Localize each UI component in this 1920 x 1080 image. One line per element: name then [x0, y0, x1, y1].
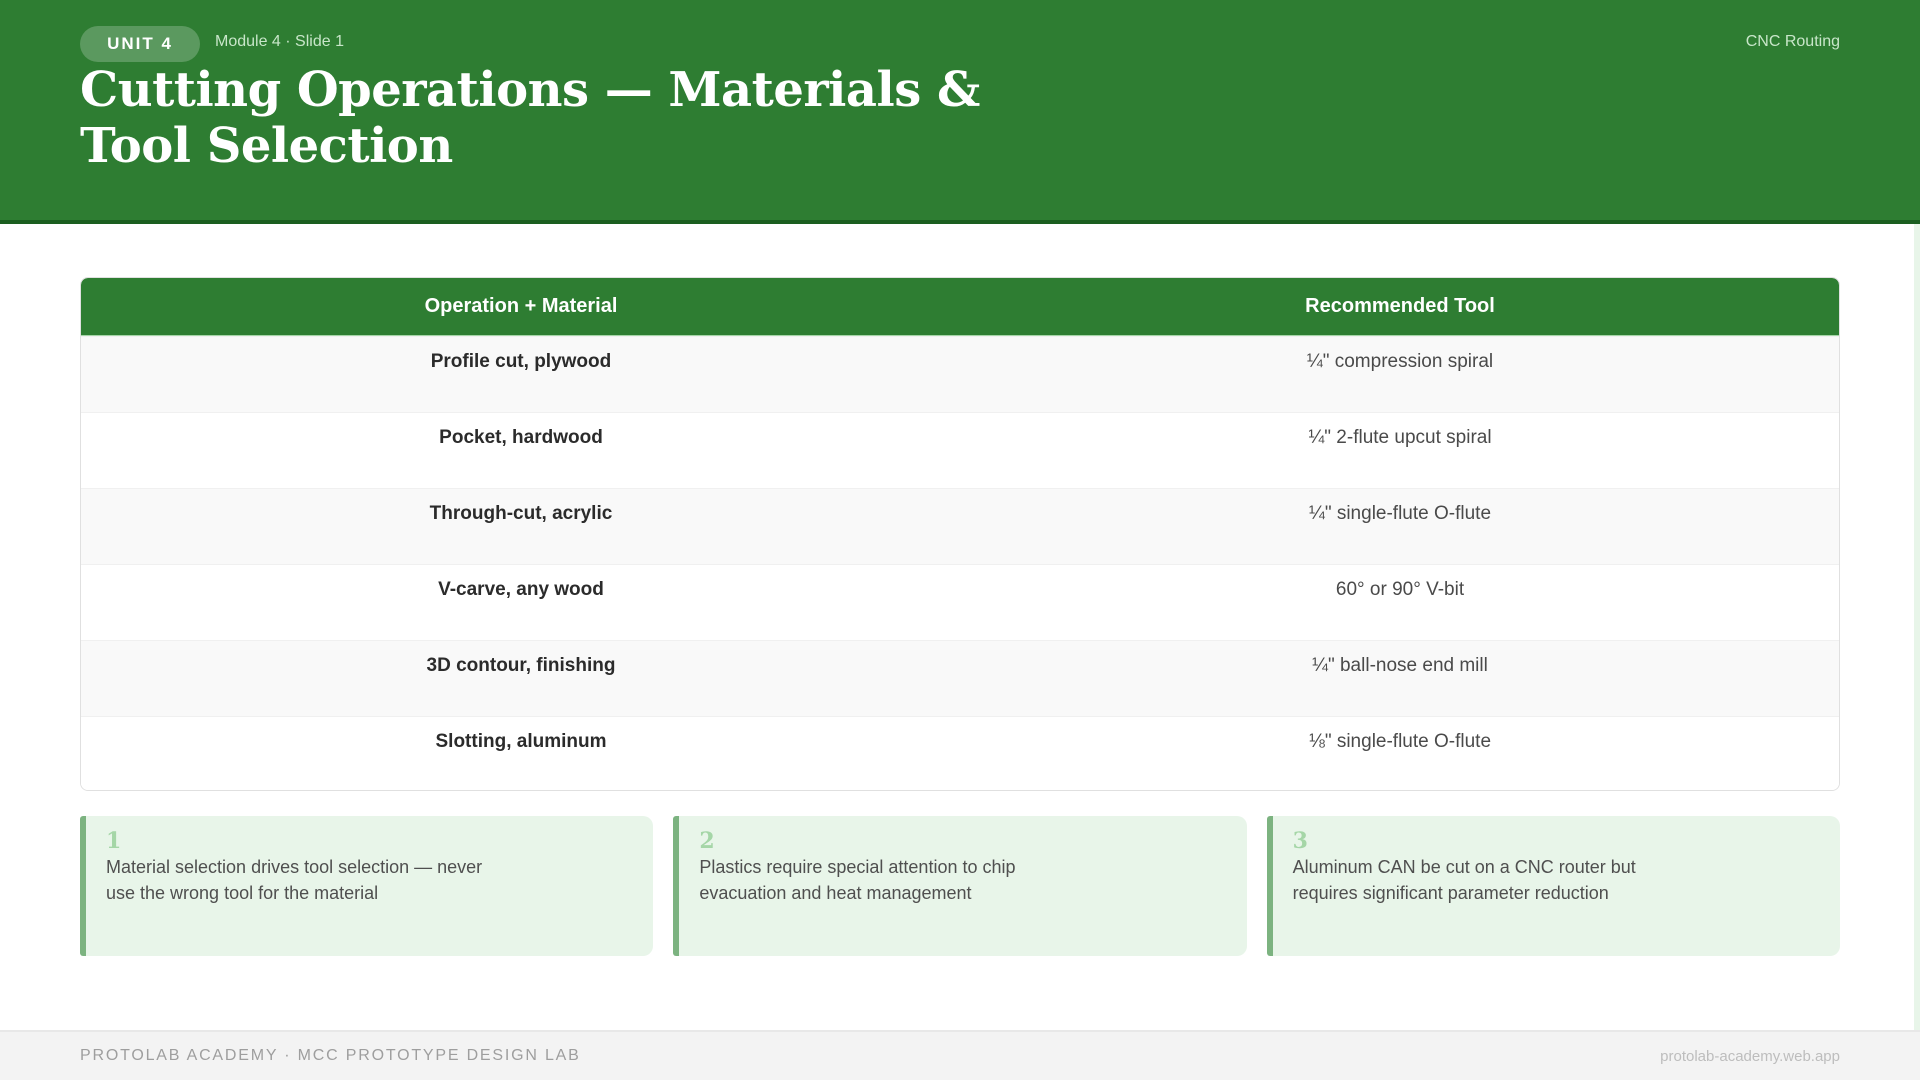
tool-cell: ¼" single-flute O-flute: [1308, 503, 1492, 524]
table-row: [81, 488, 1839, 564]
operation-cell: Pocket, hardwood: [439, 427, 603, 448]
column-header-tool: Recommended Tool: [1305, 295, 1495, 317]
note-card: [80, 816, 653, 956]
table-row: [81, 412, 1839, 488]
note-number: 2: [699, 828, 715, 854]
breadcrumb: Module 4 · Slide 1: [215, 33, 344, 50]
unit-badge: UNIT 4: [80, 26, 200, 62]
page-title: Cutting Operations — Materials & Tool Selection: [80, 62, 980, 174]
table-header: [81, 278, 1839, 336]
key-notes: [80, 816, 1840, 956]
operation-cell: Through-cut, acrylic: [429, 503, 613, 524]
note-text: Material selection drives tool selection — never use the wrong tool for the material: [106, 857, 483, 903]
column-header-operation: Operation + Material: [424, 295, 618, 317]
note-card: [673, 816, 1246, 956]
operation-cell: V-carve, any wood: [438, 579, 604, 600]
operation-cell: 3D contour, finishing: [426, 655, 616, 676]
table-row: [81, 640, 1839, 716]
table-row: [81, 716, 1839, 791]
note-text: Plastics require special attention to chip evacuation and heat management: [699, 857, 1016, 903]
tool-selection-table: [80, 277, 1840, 791]
topic-label: CNC Routing: [1745, 33, 1840, 50]
operation-cell: Slotting, aluminum: [435, 731, 607, 752]
note-text: Aluminum CAN be cut on a CNC router but requires significant parameter reduction: [1292, 857, 1636, 903]
table-row: [81, 336, 1839, 412]
note-number: 3: [1292, 828, 1308, 854]
tool-cell: ¼" compression spiral: [1306, 351, 1494, 372]
tool-cell: ⅛" single-flute O-flute: [1308, 731, 1492, 752]
operation-cell: Profile cut, plywood: [430, 351, 612, 372]
tool-cell: ¼" 2-flute upcut spiral: [1308, 427, 1492, 448]
tool-cell: ¼" ball-nose end mill: [1312, 655, 1488, 676]
slide-header: [0, 0, 1920, 224]
tool-cell: 60° or 90° V-bit: [1335, 579, 1465, 600]
footer-url: protolab-academy.web.app: [1660, 1048, 1840, 1065]
table-row: [81, 564, 1839, 640]
scrollbar-track: [1914, 224, 1920, 1030]
footer-org: PROTOLAB ACADEMY · MCC PROTOTYPE DESIGN LAB: [80, 1047, 581, 1064]
note-card: [1267, 816, 1840, 956]
slide-footer: [0, 1030, 1920, 1080]
note-number: 1: [106, 828, 122, 854]
